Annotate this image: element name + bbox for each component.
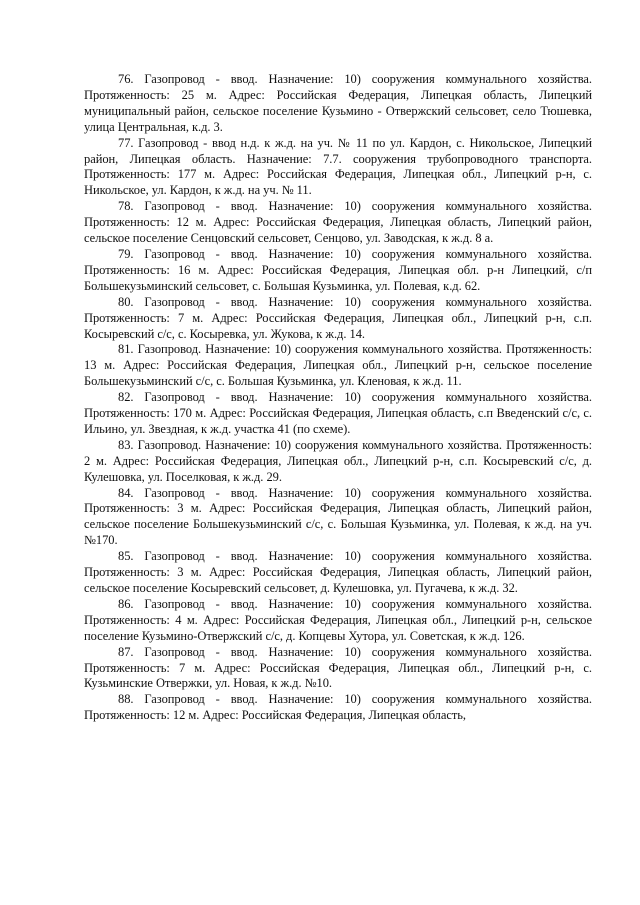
paragraph-81: 81. Газопровод. Назначение: 10) сооружения коммунального хозяйства. Протяженность: 13 м. Адрес: Российская Федерация, Липецкая обл., Липецкий р-н, сельское поселение Большекузьминский с/с, с. Большая Кузьминка, ул. Кленовая, к ж.д. 11. <box>84 342 592 389</box>
paragraph-88: 88. Газопровод - ввод. Назначение: 10) сооружения коммунального хозяйства. Протяженность: 12 м. Адрес: Российская Федерация, Липецкая область, <box>84 692 592 723</box>
paragraph-83: 83. Газопровод. Назначение: 10) сооружения коммунального хозяйства. Протяженность: 2 м. Адрес: Российская Федерация, Липецкая обл., Липецкий р-н, с.п. Косыревский с/с, д. Кулешовка, ул. Поселковая, к ж.д. 29. <box>84 437 592 484</box>
paragraph-82: 82. Газопровод - ввод. Назначение: 10) сооружения коммунального хозяйства. Протяженность: 170 м. Адрес: Российская Федерация, Липецкая область, с.п Введенский с/с, с. Ильино, ул. Звездная, к ж.д. участка 41 (по схеме). <box>84 390 592 436</box>
paragraph-80: 80. Газопровод - ввод. Назначение: 10) сооружения коммунального хозяйства. Протяженность: 7 м. Адрес: Российская Федерация, Липецкая обл., Липецкий р-н, с.п. Косыревский с/с, с. Косыревка, ул. Жукова, к ж.д. 14. <box>84 294 592 341</box>
document-body <box>84 72 592 724</box>
paragraph-87: 87. Газопровод - ввод. Назначение: 10) сооружения коммунального хозяйства. Протяженность: 7 м. Адрес: Российская Федерация, Липецкая обл., Липецкий р-н, с. Кузьминские Отвержки, ул. Новая, к ж.д. №10. <box>84 644 592 691</box>
paragraph-85: 85. Газопровод - ввод. Назначение: 10) сооружения коммунального хозяйства. Протяженность: 3 м. Адрес: Российская Федерация, Липецкая область, Липецкий район, сельское поселение Косыревский сельсовет, д. Кулешовка, ул. Пугачева, к ж.д. 32. <box>84 549 592 595</box>
paragraph-78: 78. Газопровод - ввод. Назначение: 10) сооружения коммунального хозяйства. Протяженность: 12 м. Адрес: Российская Федерация, Липецкая область, Липецкий район, сельское поселение Сенцовский сельсовет, Сенцово, ул. Заводская, к ж.д. 8 а. <box>84 199 592 246</box>
paragraph-79: 79. Газопровод - ввод. Назначение: 10) сооружения коммунального хозяйства. Протяженность: 16 м. Адрес: Российская Федерация, Липецкая обл. р-н Липецкий, с/п Большекузьминский сельсовет, с. Большая Кузьминка, ул. Полевая, к.д. 62. <box>84 246 592 293</box>
paragraph-84: 84. Газопровод - ввод. Назначение: 10) сооружения коммунального хозяйства. Протяженность: 3 м. Адрес: Российская Федерация, Липецкая область, Липецкий район, сельское поселение Большекузьминский с/с, с. Большая Кузьминка, ул. Полевая, к ж.д. на уч. №170. <box>84 485 592 548</box>
paragraph-77: 77. Газопровод - ввод н.д. к ж.д. на уч. № 11 по ул. Кардон, с. Никольское, Липецкий район, Липецкая область. Назначение: 7.7. сооружения трубопроводного транспорта. Протяженность: 177 м. Адрес: Российская Федерация, Липецкая обл., Липецкий р-н, с. Никольское, ул. Кардон, к ж.д. на уч. № 11. <box>84 135 592 198</box>
paragraph-76: 76. Газопровод - ввод. Назначение: 10) сооружения коммунального хозяйства. Протяженность: 25 м. Адрес: Российская Федерация, Липецкая область, Липецкий муниципальный район, сельское поселение Кузьмино - Отвержский сельсовет, село Тюшевка, улица Центральная, к.д. 3. <box>84 72 592 134</box>
paragraph-86: 86. Газопровод - ввод. Назначение: 10) сооружения коммунального хозяйства. Протяженность: 4 м. Адрес: Российская Федерация, Липецкая обл., Липецкий р-н, сельское поселение Кузьмино-Отвержский с/с, д. Копцевы Хутора, ул. Советская, к ж.д. 126. <box>84 596 592 643</box>
